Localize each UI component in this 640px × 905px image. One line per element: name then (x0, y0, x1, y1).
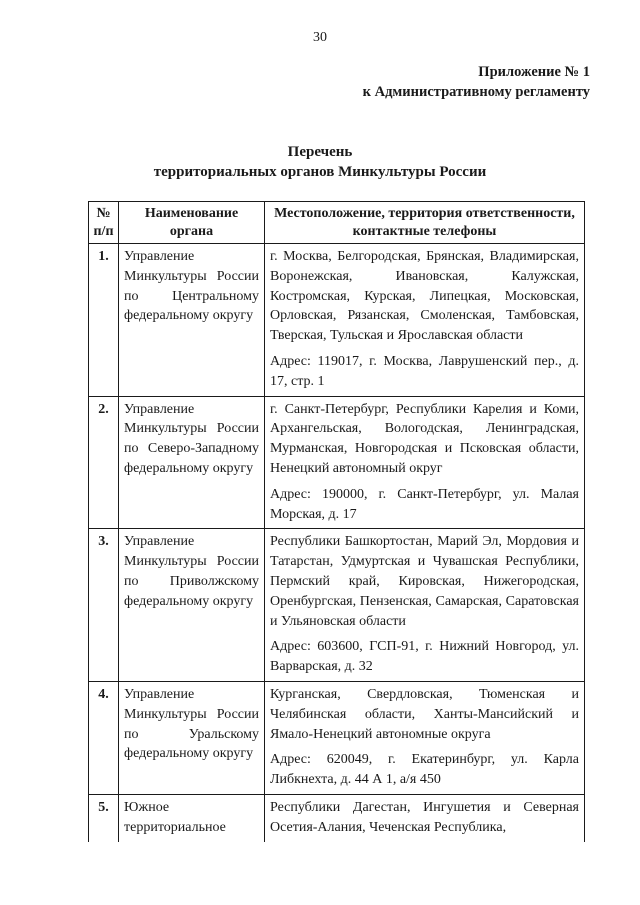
document-title (0, 142, 640, 182)
row-number: 2. (89, 396, 119, 529)
address-text: Адрес: 190000, г. Санкт-Петербург, ул. Малая Морская, д. 17 (270, 486, 579, 522)
appendix-subtitle: к Административному регламенту (362, 84, 590, 100)
table-row (89, 529, 585, 682)
appendix-title: Приложение № 1 (478, 64, 590, 80)
row-number: 4. (89, 681, 119, 794)
appendix-header (363, 62, 590, 102)
table-row (89, 244, 585, 397)
territory-text: г. Санкт-Петербург, Республики Карелия и Коми, Архангельская, Вологодская, Ленинградская, Мурманская, Новгородская и Псковская области, Ненецкий автономный округ (270, 401, 579, 476)
row-number: 5. (89, 794, 119, 841)
address-text: Адрес: 620049, г. Екатеринбург, ул. Карла Либкнехта, д. 44 А 1, а/я 450 (270, 752, 579, 788)
territory-text: Республики Дагестан, Ингушетия и Северная Осетия-Алания, Чеченская Республика, (270, 799, 579, 835)
body-name: Управление Минкультуры России по Северо-Западному федеральному округу (119, 396, 265, 529)
body-name: Управление Минкультуры России по Уральскому федеральному округу (119, 681, 265, 794)
row-number: 1. (89, 244, 119, 397)
body-name: Южное территориальное (119, 794, 265, 841)
header-location: Местоположение, территория ответственности, контактные телефоны (265, 202, 585, 244)
table-header-row (89, 202, 585, 244)
document-title-line2: территориальных органов Минкультуры России (153, 164, 487, 180)
page-number: 30 (313, 30, 327, 45)
territorial-bodies-table (88, 201, 585, 842)
table-row (89, 794, 585, 841)
body-location (265, 529, 585, 682)
body-name: Управление Минкультуры России по Центральному федеральному округу (119, 244, 265, 397)
body-location (265, 396, 585, 529)
address-text: Адрес: 119017, г. Москва, Лаврушенский пер., д. 17, стр. 1 (270, 353, 579, 389)
table-row (89, 681, 585, 794)
territory-text: г. Москва, Белгородская, Брянская, Владимирская, Воронежская, Ивановская, Калужская, Костромская, Курская, Липецкая, Московская, Орловская, Рязанская, Смоленская, Тамбовская, Тверская, Тульская и Ярославская области (270, 249, 579, 344)
table-row (89, 396, 585, 529)
row-number: 3. (89, 529, 119, 682)
body-name: Управление Минкультуры России по Приволжскому федеральному округу (119, 529, 265, 682)
body-location (265, 681, 585, 794)
body-location (265, 244, 585, 397)
document-title-line1: Перечень (287, 144, 353, 160)
header-name: Наименование органа (119, 202, 265, 244)
territory-text: Республики Башкортостан, Марий Эл, Мордовия и Татарстан, Удмуртская и Чувашская Республики, Пермский край, Кировская, Нижегородская, Оренбургская, Пензенская, Самарская, Саратовская и Ульяновская области (270, 534, 579, 629)
address-text: Адрес: 603600, ГСП-91, г. Нижний Новгород, ул. Варварская, д. 32 (270, 639, 579, 675)
header-number: № п/п (89, 202, 119, 244)
territory-text: Курганская, Свердловская, Тюменская и Челябинская области, Ханты-Мансийский и Ямало-Ненецкий автономные округа (270, 686, 579, 742)
body-location (265, 794, 585, 841)
